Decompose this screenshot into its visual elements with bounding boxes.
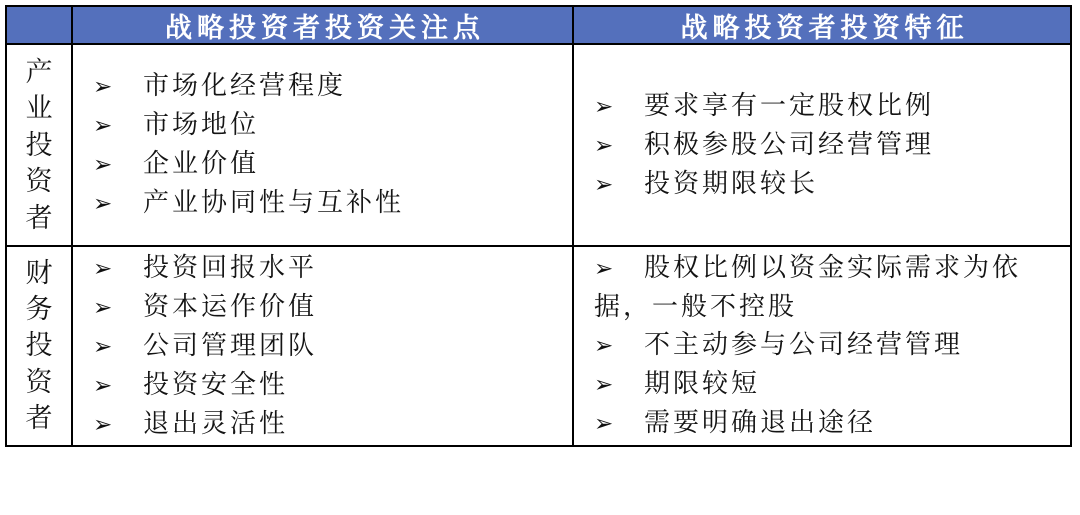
bullet-item: [574, 404, 1062, 443]
arrow-bullet-icon: ➢: [93, 113, 113, 139]
bullet-item: [574, 249, 1062, 326]
arrow-bullet-icon: ➢: [93, 255, 113, 282]
header-focus-points: 战略投资者投资关注点: [73, 7, 574, 45]
arrow-bullet-icon: ➢: [594, 93, 614, 120]
category-char: 资: [25, 366, 53, 398]
category-char: 资: [25, 166, 53, 197]
bullet-item: [73, 67, 564, 106]
bullet-item: [73, 145, 564, 184]
arrow-bullet-icon: ➢: [594, 372, 614, 398]
bullet-item-text: 投资安全性: [143, 369, 289, 400]
bullet-item: [574, 126, 1062, 165]
bullet-item: [574, 87, 1062, 126]
bullet-item-text: 股权比例以资金实际需求为依据，一般不控股: [594, 253, 1022, 322]
bullet-item-text: 要求享有一定股权比例: [644, 90, 935, 121]
arrow-bullet-icon: ➢: [93, 333, 113, 360]
bullet-item-text: 企业价值: [143, 149, 260, 179]
bullet-item-text: 不主动参与公司经营管理: [644, 330, 964, 360]
bullet-item-text: 市场地位: [143, 110, 260, 140]
bullet-item-text: 投资期限较长: [644, 168, 819, 199]
header-features: 战略投资者投资特征: [574, 7, 1070, 45]
bullet-item-text: 市场化经营程度: [143, 71, 347, 101]
arrow-bullet-icon: ➢: [594, 256, 614, 282]
financial-features-cell: [574, 247, 1070, 445]
bullet-item-text: 积极参股公司经营管理: [644, 129, 935, 160]
industrial-features-cell: [574, 45, 1070, 247]
bullet-item: [73, 249, 564, 288]
category-char: 务: [25, 294, 53, 326]
bullet-item-text: 投资回报水平: [143, 252, 318, 283]
arrow-bullet-icon: ➢: [594, 171, 614, 198]
arrow-bullet-icon: ➢: [594, 132, 614, 159]
arrow-bullet-icon: ➢: [93, 411, 113, 438]
industrial-focus-points-cell: [73, 45, 574, 247]
bullet-item-text: 资本运作价值: [143, 291, 318, 322]
bullet-item: [73, 288, 564, 327]
bullet-item: [73, 405, 564, 444]
financial-focus-points-cell: [73, 247, 574, 445]
bullet-item: [73, 327, 564, 366]
category-char: 投: [25, 330, 53, 362]
bullet-item: [73, 184, 564, 223]
category-char: 者: [25, 202, 53, 234]
bullet-item: [73, 106, 564, 145]
bullet-item: [73, 366, 564, 405]
arrow-bullet-icon: ➢: [93, 152, 113, 178]
bullet-item-text: 产业协同性与互补性: [143, 188, 405, 218]
bullet-item: [574, 365, 1062, 404]
category-char: 业: [25, 93, 53, 124]
bullet-item: [574, 326, 1062, 365]
arrow-bullet-icon: ➢: [594, 411, 614, 437]
bullet-item: [574, 165, 1062, 204]
bullet-item-text: 期限较短: [644, 369, 761, 399]
bullet-item-text: 公司管理团队: [143, 330, 318, 361]
arrow-bullet-icon: ➢: [93, 191, 113, 217]
arrow-bullet-icon: ➢: [93, 74, 113, 100]
category-char: 财: [25, 258, 53, 290]
row-header-industrial-investor: [7, 45, 73, 247]
arrow-bullet-icon: ➢: [93, 294, 113, 321]
row-header-financial-investor: [7, 247, 73, 445]
bullet-item-text: 需要明确退出途径: [644, 408, 877, 438]
bullet-item-text: 退出灵活性: [143, 408, 289, 439]
header-corner-cell: [7, 7, 73, 45]
category-char: 投: [25, 129, 53, 161]
arrow-bullet-icon: ➢: [594, 333, 614, 359]
arrow-bullet-icon: ➢: [93, 372, 113, 399]
category-char: 者: [25, 402, 53, 434]
investor-comparison-table: [5, 5, 1072, 447]
category-char: 产: [25, 56, 53, 88]
